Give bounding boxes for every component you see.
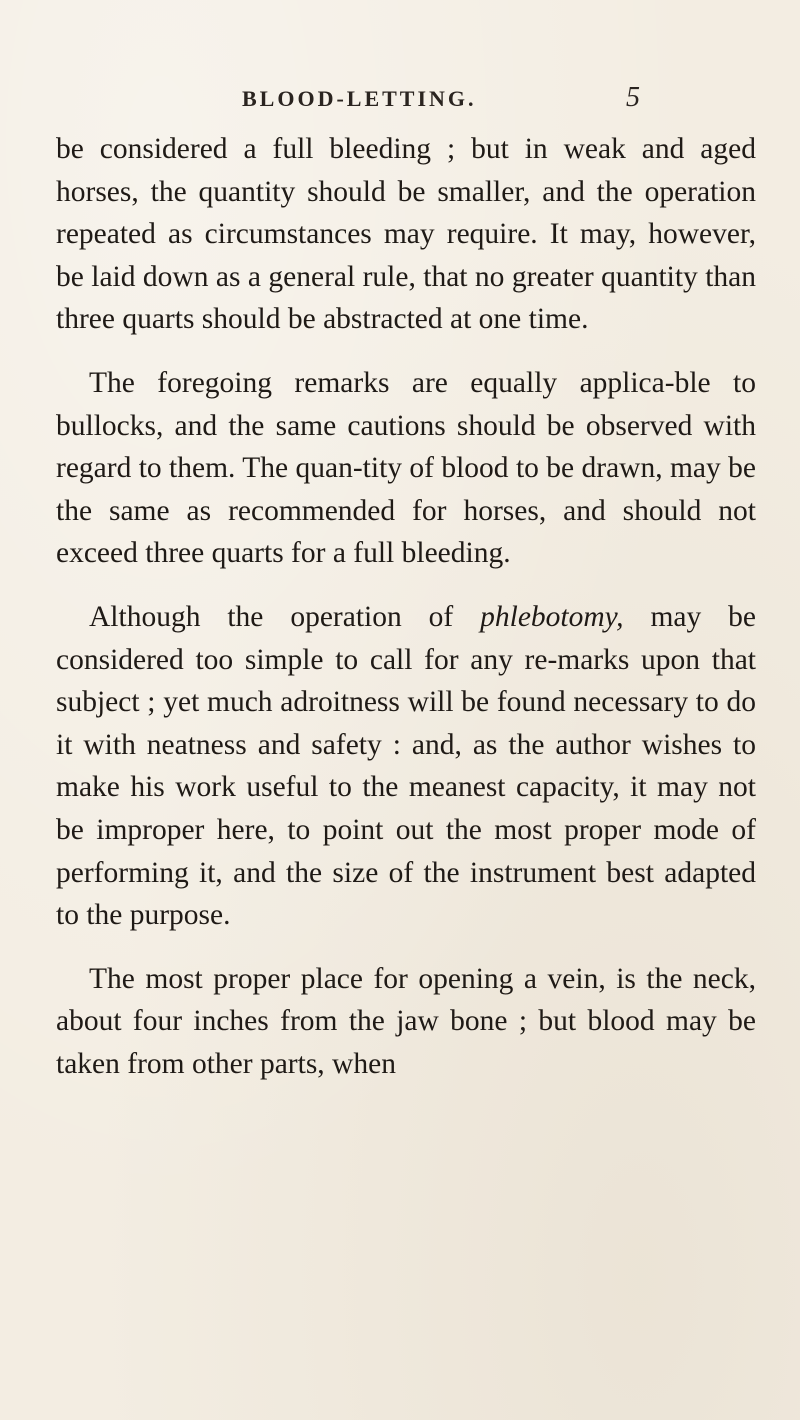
paragraph-vein: The most proper place for opening a vein, is the neck, about four inches from the jaw bone ; but blood may be taken from other parts, when (56, 962, 756, 1080)
paragraph-phlebotomy (56, 596, 756, 937)
paragraph-phlebotomy-after: may be considered too simple to call for any re-marks upon that subject ; yet much adroitness will be found necessary to do it with neatness and safety : and, as the author wishes to make his work useful to the meanest capacity, it may not be improper here, to point out the most proper mode of performing it, and the size of the instrument best adapted to the purpose. (56, 600, 756, 932)
running-head (0, 82, 800, 126)
paragraph-continuation: be considered a full bleeding ; but in weak and aged horses, the quantity should be smaller, and the operation repeated as circumstances may require. It may, however, be laid down as a general rule, that no greater quantity than three quarts should be abstracted at one time. (56, 133, 756, 336)
running-title: BLOOD-LETTING. (242, 86, 477, 111)
body-text (56, 128, 756, 1085)
paragraph-phlebotomy-before: Although the operation of (89, 600, 481, 633)
paragraph-bullocks: The foregoing remarks are equally applica-ble to bullocks, and the same cautions should be observed with regard to them. The quan-tity of blood to be drawn, may be the same as recommended for horses, and should not exceed three quarts for a full bleeding. (56, 366, 756, 570)
page-number: 5 (626, 82, 640, 113)
phlebotomy-term: phlebotomy, (480, 600, 624, 633)
